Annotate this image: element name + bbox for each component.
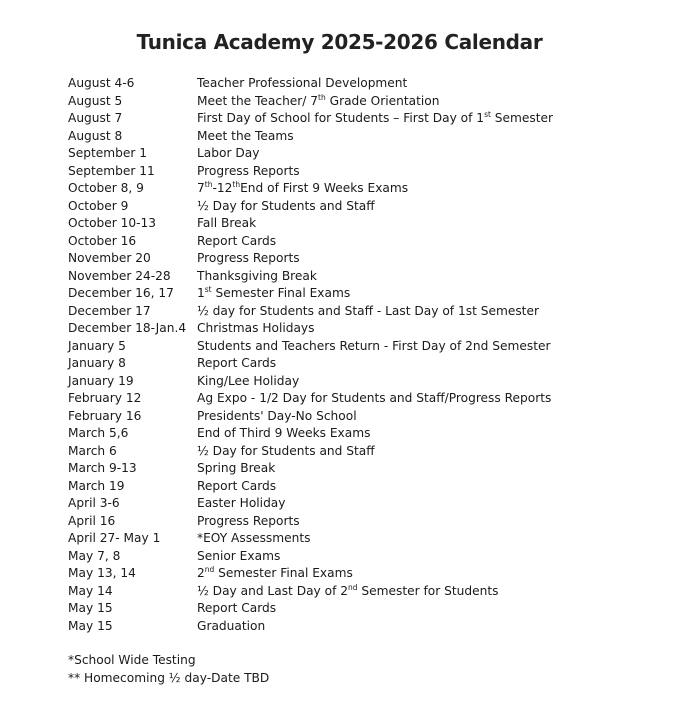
ordinal-suffix: nd: [348, 582, 358, 592]
calendar-row: [68, 408, 668, 426]
event-date: November 24-28: [68, 268, 171, 283]
event-description: [197, 565, 668, 583]
calendar-row: [68, 180, 668, 198]
calendar-row: [68, 565, 668, 583]
calendar-row: [68, 128, 668, 146]
calendar-row: [68, 618, 668, 636]
event-date: May 14: [68, 583, 113, 598]
description-text: Report Cards: [197, 601, 277, 615]
event-description: [197, 233, 668, 251]
calendar-row: [68, 600, 668, 618]
event-date: March 5,6: [68, 426, 129, 440]
event-description: [197, 338, 668, 356]
description-text: Progress Reports: [197, 513, 300, 528]
calendar-row: [68, 530, 668, 548]
event-description: [197, 530, 668, 548]
description-text: Graduation: [197, 618, 266, 633]
event-date: April 16: [68, 513, 116, 528]
description-text: Report Cards: [197, 233, 277, 248]
calendar-row: [68, 583, 668, 601]
description-text: Semester Final Exams: [211, 286, 351, 300]
calendar-row: [68, 163, 668, 181]
description-text: End of Third 9 Weeks Exams: [197, 426, 371, 440]
event-description: [197, 548, 668, 566]
description-text: Report Cards: [197, 478, 277, 493]
description-text: Ag Expo - 1/2 Day for Students and Staff/Progress Reports: [197, 391, 552, 405]
ordinal-suffix: st: [484, 110, 491, 119]
description-text: Spring Break: [197, 461, 276, 475]
event-date: March 6: [68, 443, 117, 458]
description-text: Thanksgiving Break: [197, 268, 317, 283]
event-description: [197, 355, 668, 373]
calendar-row: [68, 320, 668, 338]
calendar-row: [68, 303, 668, 321]
description-text: Progress Reports: [197, 163, 300, 178]
description-text: Progress Reports: [197, 251, 300, 265]
page-title: Tunica Academy 2025-2026 Calendar: [136, 30, 543, 54]
calendar-row: [68, 93, 668, 111]
event-date: January 19: [68, 373, 134, 388]
event-date: December 17: [68, 303, 151, 318]
description-text: ½ Day for Students and Staff: [197, 198, 375, 213]
event-date: April 3-6: [68, 496, 120, 510]
calendar-row: [68, 215, 668, 233]
event-description: [197, 110, 668, 128]
description-text: King/Lee Holiday: [197, 373, 300, 388]
event-date: March 9-13: [68, 461, 137, 475]
event-description: [197, 215, 668, 233]
description-text: *EOY Assessments: [197, 531, 311, 545]
event-date: December 16, 17: [68, 286, 174, 300]
event-date: March 19: [68, 478, 125, 493]
event-description: [197, 250, 668, 268]
description-text: 7: [197, 181, 205, 195]
description-text: Easter Holiday: [197, 496, 286, 510]
calendar-row: [68, 233, 668, 251]
calendar-row: [68, 338, 668, 356]
description-text: ½ Day and Last Day of 2: [197, 583, 349, 598]
event-description: [197, 128, 668, 146]
footnote: *School Wide Testing: [68, 653, 196, 667]
event-date: January 8: [68, 356, 126, 370]
calendar-row: [68, 425, 668, 443]
description-text: Grade Orientation: [325, 93, 440, 108]
event-description: [197, 320, 668, 338]
ordinal-suffix: th: [204, 180, 213, 189]
event-description: [197, 268, 668, 286]
event-date: October 10-13: [68, 216, 157, 230]
description-text: Report Cards: [197, 356, 277, 370]
calendar-row: [68, 268, 668, 286]
event-description: [197, 303, 668, 321]
ordinal-suffix: th: [232, 180, 241, 189]
ordinal-suffix: th: [318, 92, 326, 102]
description-text: Semester: [490, 111, 554, 125]
event-description: [197, 513, 668, 531]
description-text: Semester Final Exams: [214, 566, 353, 580]
event-description: [197, 93, 668, 111]
event-date: May 7, 8: [68, 548, 121, 563]
event-date: February 12: [68, 391, 142, 405]
event-description: [197, 618, 668, 636]
description-text: First Day of School for Students – First Day of 1: [197, 111, 485, 125]
ordinal-suffix: st: [204, 285, 212, 294]
calendar-row: [68, 443, 668, 461]
description-text: Christmas Holidays: [197, 321, 315, 335]
calendar-row: [68, 198, 668, 216]
description-text: -12: [212, 181, 233, 195]
event-date: May 13, 14: [68, 566, 136, 580]
event-date: October 8, 9: [68, 181, 144, 195]
footnote: ** Homecoming ½ day-Date TBD: [68, 670, 270, 685]
event-date: August 8: [68, 128, 123, 143]
description-text: Presidents' Day-No School: [197, 408, 357, 423]
calendar-row: [68, 250, 668, 268]
event-date: November 20: [68, 251, 151, 265]
calendar-row: [68, 373, 668, 391]
description-text: 1: [197, 286, 205, 300]
description-text: Semester for Students: [357, 583, 499, 598]
description-text: ½ day for Students and Staff - Last Day of 1st Semester: [197, 303, 539, 318]
calendar-row: [68, 548, 668, 566]
calendar-row: [68, 390, 668, 408]
event-description: [197, 460, 668, 478]
event-description: [197, 408, 668, 426]
description-text: 2: [197, 566, 205, 580]
calendar-row: [68, 75, 668, 93]
event-description: [197, 478, 668, 496]
event-description: [197, 443, 668, 461]
event-date: September 1: [68, 146, 147, 160]
event-date: August 7: [68, 111, 123, 125]
event-date: January 5: [68, 338, 126, 353]
description-text: End of First 9 Weeks Exams: [240, 181, 409, 195]
description-text: Labor Day: [197, 146, 260, 160]
event-date: May 15: [68, 618, 113, 633]
event-description: [197, 583, 668, 601]
event-description: [197, 163, 668, 181]
event-description: [197, 145, 668, 163]
event-description: [197, 180, 668, 198]
calendar-row: [68, 110, 668, 128]
event-description: [197, 495, 668, 513]
calendar-list: [68, 75, 668, 635]
calendar-row: [68, 460, 668, 478]
event-date: August 5: [68, 93, 123, 108]
description-text: ½ Day for Students and Staff: [197, 443, 375, 458]
ordinal-suffix: nd: [204, 565, 215, 574]
event-description: [197, 75, 668, 93]
event-description: [197, 198, 668, 216]
description-text: Meet the Teacher/ 7: [197, 93, 319, 108]
description-text: Fall Break: [197, 216, 257, 230]
event-description: [197, 373, 668, 391]
event-description: [197, 390, 668, 408]
footnotes: [68, 652, 269, 687]
event-date: April 27- May 1: [68, 531, 161, 545]
event-date: February 16: [68, 408, 142, 423]
event-date: December 18-Jan.4: [68, 321, 187, 335]
event-date: August 4-6: [68, 76, 135, 90]
calendar-row: [68, 495, 668, 513]
event-description: [197, 600, 668, 618]
event-date: September 11: [68, 163, 155, 178]
calendar-row: [68, 478, 668, 496]
description-text: Senior Exams: [197, 548, 281, 563]
event-date: October 16: [68, 233, 137, 248]
calendar-row: [68, 145, 668, 163]
event-date: May 15: [68, 601, 113, 615]
description-text: Teacher Professional Development: [197, 76, 408, 90]
event-description: [197, 285, 668, 303]
event-date: October 9: [68, 198, 129, 213]
description-text: Meet the Teams: [197, 128, 294, 143]
description-text: Students and Teachers Return - First Day of 2nd Semester: [197, 338, 551, 353]
calendar-row: [68, 285, 668, 303]
calendar-row: [68, 355, 668, 373]
event-description: [197, 425, 668, 443]
calendar-row: [68, 513, 668, 531]
